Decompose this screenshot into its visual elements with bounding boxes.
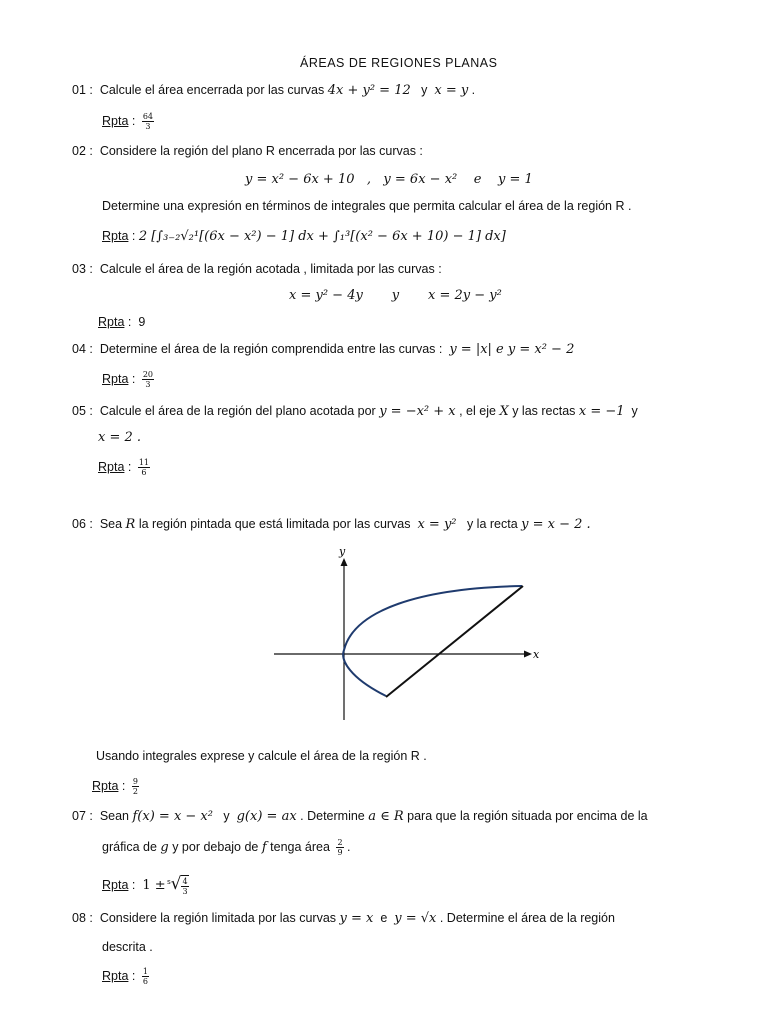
problem-01: 01 : Calcule el área encerrada por las curvas 4x + y² = 12 y x = y . (72, 83, 476, 98)
problem-number: 02 : (72, 144, 93, 158)
root-index: s (167, 878, 171, 886)
problem-05: 05 : Calcule el área de la región del plano acotada por y = −x² + x , el eje X y las rectas x = −1 y (72, 404, 638, 419)
curves-02: y = x² − 6x + 10 , y = 6x − x² e y = 1 (245, 172, 533, 187)
rpta-label: Rpta (102, 113, 129, 128)
problem-number: 08 : (72, 911, 93, 925)
line-curve (386, 586, 523, 697)
problem-number: 07 : (72, 809, 93, 823)
problem-08: 08 : Considere la región limitada por las curvas y = x e y = √x . Determine el área de la región (72, 911, 615, 926)
problem-03 (72, 262, 442, 276)
rpta-label: Rpta (102, 968, 129, 983)
answer-02: Rpta : 2 [∫₃₋₂√₂¹[(6x − x²) − 1] dx + ∫₁³[(x² − 6x + 10) − 1] dx] (102, 229, 506, 244)
problem-07-line2: gráfica de g y por debajo de f tenga área $\frac{2}{9}$ . (102, 838, 351, 857)
curves-03: x = y² − 4y y x = 2y − y² (289, 288, 502, 303)
problem-number: 03 : (72, 262, 93, 276)
problem-04 (72, 342, 574, 357)
answer-value: 9 (138, 315, 146, 329)
equation: y = √x (394, 911, 437, 926)
rpta-label: Rpta (102, 878, 129, 892)
problem-06: 06 : Sea R la región pintada que está limitada por las curvas x = y² y la recta y = x − 2 . (72, 517, 591, 532)
problem-02 (72, 144, 423, 158)
region-graph (270, 540, 550, 725)
parabola-curve (343, 586, 522, 696)
equation: g(x) = ax (236, 809, 297, 824)
problem-text: Calcule el área de la región acotada , limitada por las curvas : (99, 262, 442, 276)
problem-number: 04 : (72, 342, 93, 356)
problem-text: Determine el área de la región comprendida entre las curvas : (99, 342, 443, 356)
integral-expression: 2 [∫₃₋₂√₂¹[(6x − x²) − 1] dx + ∫₁³[(x² − 6x + 10) − 1] dx] (138, 229, 506, 244)
y-axis-label: y (339, 545, 346, 558)
rpta-label: Rpta (102, 371, 129, 386)
equation: y = −x² + x (379, 404, 456, 419)
answer-05: Rpta : $\frac{11}{6}$ (98, 458, 150, 477)
answer-08: Rpta : $\frac{1}{6}$ (102, 967, 148, 986)
x-axis-label: x (533, 648, 540, 661)
page-title: ÁREAS DE REGIONES PLANAS (300, 56, 498, 70)
answer-07: Rpta : 1 ± $^s$√ $\frac{4}{3}$ (102, 874, 188, 897)
sqrt-icon: √ (170, 874, 182, 894)
problem-text: Considere la región del plano R encerrada por las curvas : (99, 144, 423, 158)
equation: y = x (339, 911, 374, 926)
conjunction: y (421, 83, 428, 97)
fraction: $\frac{2}{9}$ (337, 838, 343, 857)
rpta-label: Rpta (92, 778, 119, 793)
equation: 4x + y² = 12 (327, 83, 411, 98)
fraction: $\frac{4}{3}$ (182, 877, 188, 897)
problem-text: Calcule el área de la región del plano acotada por (99, 404, 376, 418)
fraction: $\frac{64}{3}$ (142, 112, 154, 131)
problem-05-line2: x = 2 . (98, 430, 142, 445)
fraction: $\frac{9}{2}$ (132, 777, 138, 796)
equation: x = y (434, 83, 469, 98)
problem-06-text2: Usando integrales exprese y calcule el área de la región R . (96, 749, 427, 763)
rpta-label: Rpta (102, 229, 129, 243)
rpta-label: Rpta (98, 459, 125, 474)
fraction: $\frac{1}{6}$ (142, 967, 148, 986)
answer-04: Rpta : $\frac{20}{3}$ (102, 370, 154, 389)
x-axis-arrow-icon (524, 651, 532, 658)
equation: x = y² (417, 517, 457, 532)
problem-text: Calcule el área encerrada por las curvas (99, 83, 325, 97)
problem-number: 06 : (72, 517, 93, 531)
rpta-label: Rpta (98, 315, 125, 329)
fraction: $\frac{20}{3}$ (142, 370, 154, 389)
problem-08-line2: descrita . (102, 940, 153, 954)
equation: f(x) = x − x² (132, 809, 213, 824)
answer-01: Rpta : $\frac{64}{3}$ (102, 112, 154, 131)
problem-number: 05 : (72, 404, 93, 418)
problem-07: 07 : Sean f(x) = x − x² y g(x) = ax . Determine a ∈ R para que la región situada por encima de la (72, 809, 648, 824)
answer-03: Rpta : 9 (98, 315, 146, 329)
equation: x = −1 (578, 404, 625, 419)
equation: y = |x| e y = x² − 2 (449, 342, 575, 357)
fraction: $\frac{11}{6}$ (138, 458, 150, 477)
problem-02-text2: Determine una expresión en términos de integrales que permita calcular el área de la región R . (102, 199, 632, 213)
problem-number: 01 : (72, 83, 93, 97)
equation: y = x − 2 . (521, 517, 591, 532)
y-axis-arrow-icon (341, 558, 348, 566)
answer-06: Rpta : $\frac{9}{2}$ (92, 777, 138, 796)
equation: a ∈ R (368, 809, 404, 824)
